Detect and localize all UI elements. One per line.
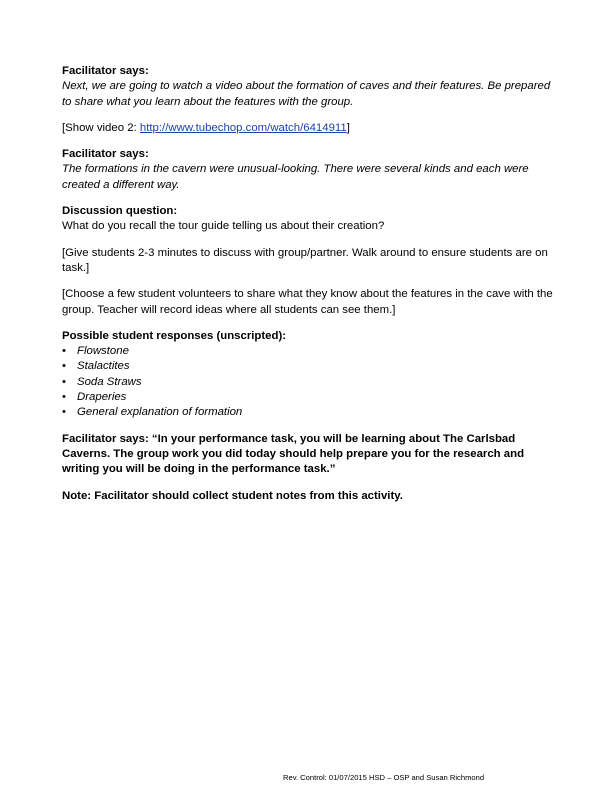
footer-rev-control: Rev. Control: 01/07/2015 HSD – OSP and Susan Richmond (283, 773, 485, 782)
video-prefix: [Show video 2: (62, 121, 140, 134)
bullet-icon: • (62, 391, 66, 404)
bullet-icon: • (62, 406, 66, 419)
facilitator-note: Note: Facilitator should collect student notes from this activity. (62, 489, 403, 502)
closing-statement: Facilitator says: “In your performance task, you will be learning about The Carlsbad Caverns. The group work you did today should help prepare you for the research and writing you will be doing in the performance task.” (62, 432, 525, 476)
section2-text: The formations in the cavern were unusual-looking. There were several kinds and each were created a different way. (62, 163, 529, 191)
section1-heading: Facilitator says: (62, 65, 149, 77)
discussion-heading: Discussion question: (62, 205, 178, 218)
video-instruction (62, 121, 554, 136)
section2-heading: Facilitator says: (62, 148, 149, 161)
instruction-discuss: [Give students 2-3 minutes to discuss with group/partner. Walk around to ensure students are on task.] (62, 246, 548, 274)
bullet-icon: • (62, 345, 66, 358)
list-item: • Draperies (62, 390, 554, 405)
list-item: • Flowstone (62, 344, 554, 359)
list-item: • General explanation of formation (62, 405, 554, 420)
discussion-text: What do you recall the tour guide telling us about their creation? (62, 220, 385, 233)
video-suffix: ] (346, 121, 350, 134)
list-item: • Soda Straws (62, 375, 554, 390)
instruction-share: [Choose a few student volunteers to share what they know about the features in the cave with the group. Teacher will record ideas where all students can see them.] (62, 288, 553, 316)
responses-heading: Possible student responses (unscripted): (62, 329, 287, 342)
bullet-icon: • (62, 375, 66, 388)
video-link[interactable]: http://www.tubechop.com/watch/6414911 (139, 121, 347, 134)
document-body (62, 64, 554, 504)
bullet-icon: • (62, 360, 66, 373)
section1-text: Next, we are going to watch a video about the formation of caves and their features. Be prepared to share what you learn about the features with the group. (62, 80, 551, 108)
responses-list (62, 344, 554, 420)
list-item: • Stalactites (62, 359, 554, 374)
